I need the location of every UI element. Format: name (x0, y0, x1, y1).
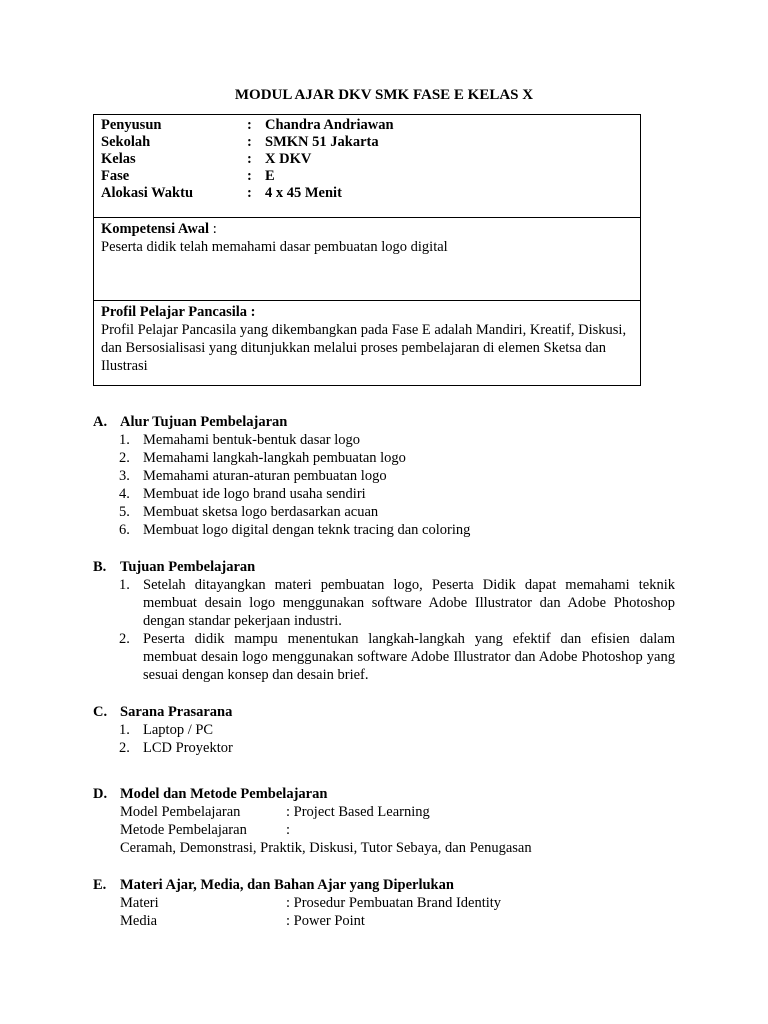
kompetensi-awal-text: Peserta didik telah memahami dasar pembuatan logo digital (101, 239, 448, 255)
list-number: 3. (119, 468, 130, 484)
identity-colon: : (247, 117, 252, 133)
list-item (93, 739, 675, 757)
document-title: MODUL AJAR DKV SMK FASE E KELAS X (234, 87, 534, 103)
list-number: 4. (119, 486, 130, 502)
profil-pelajar-text: Profil Pelajar Pancasila yang dikembangkan pada Fase E adalah Mandiri, Kreatif, Diskusi, dan Bersosialisasi yang ditunjukkan melalui proses pembelajaran di elemen Sketsa dan Ilustrasi (101, 322, 627, 374)
identity-table (93, 114, 641, 386)
metode-pembelajaran-key: Metode Pembelajaran (120, 822, 247, 838)
section-letter: D. (93, 786, 108, 802)
section-title: Alur Tujuan Pembelajaran (120, 414, 288, 430)
kompetensi-awal-cell (94, 218, 640, 301)
identity-row-kelas (101, 151, 640, 168)
list-text: LCD Proyektor (143, 740, 233, 756)
model-pembelajaran-key: Model Pembelajaran (120, 804, 241, 820)
list-item (93, 485, 675, 503)
identity-row-alokasi-waktu (101, 185, 640, 202)
model-pembelajaran-value: : Project Based Learning (286, 804, 430, 820)
list-text: Memahami langkah-langkah pembuatan logo (143, 450, 406, 466)
list-number: 5. (119, 504, 130, 520)
identity-colon: : (247, 151, 252, 167)
list-text: Laptop / PC (143, 722, 214, 738)
list-text: Memahami aturan-aturan pembuatan logo (143, 468, 387, 484)
identity-row-fase (101, 168, 640, 185)
section-title: Model dan Metode Pembelajaran (120, 786, 328, 802)
section-title: Tujuan Pembelajaran (120, 559, 256, 575)
section-letter: C. (93, 704, 108, 720)
identity-key: Sekolah (101, 134, 151, 150)
media-row (93, 912, 675, 930)
section-a (93, 413, 675, 539)
identity-row-sekolah (101, 134, 640, 151)
list-text: Membuat logo digital dengan teknk tracing dan coloring (143, 522, 471, 538)
section-letter: A. (93, 414, 108, 430)
identity-key: Penyusun (101, 117, 162, 133)
tujuan-pembelajaran-list (93, 576, 675, 684)
list-number: 1. (119, 722, 130, 738)
list-item (93, 503, 675, 521)
media-key: Media (120, 913, 158, 929)
identity-value: Chandra Andriawan (265, 117, 394, 133)
model-pembelajaran-row (93, 803, 675, 821)
metode-pembelajaran-value: : (286, 822, 291, 838)
identity-colon: : (247, 134, 252, 150)
list-number: 2. (119, 740, 130, 756)
list-item (93, 721, 675, 739)
list-item (93, 467, 675, 485)
list-text: Memahami bentuk-bentuk dasar logo (143, 432, 361, 448)
section-e (93, 876, 675, 930)
section-c (93, 703, 675, 757)
list-text: Setelah ditayangkan materi pembuatan logo, Peserta Didik dapat memahami teknik membuat desain logo menggunakan software Adobe Illustrator dan Adobe Photoshop dengan standar pekerjaan industri. (143, 577, 675, 629)
list-number: 1. (119, 432, 130, 448)
kompetensi-awal-colon: : (209, 221, 217, 237)
profil-pelajar-label: Profil Pelajar Pancasila : (101, 304, 256, 320)
list-item (93, 431, 675, 449)
sarana-prasarana-list (93, 721, 675, 757)
identity-key: Fase (101, 168, 130, 184)
list-item (93, 521, 675, 539)
section-title: Materi Ajar, Media, dan Bahan Ajar yang Diperlukan (120, 877, 454, 893)
identity-value: SMKN 51 Jakarta (265, 134, 379, 150)
list-item (93, 576, 675, 630)
materi-row (93, 894, 675, 912)
identity-colon: : (247, 185, 252, 201)
identity-row-penyusun (101, 117, 640, 134)
section-d (93, 785, 675, 857)
list-text: Peserta didik mampu menentukan langkah-langkah yang efektif dan efisien dalam membuat desain logo menggunakan software Adobe Illustrator dan Adobe Photoshop yang sesuai dengan konsep dan desain brief. (143, 631, 675, 683)
identity-value: E (265, 168, 275, 184)
list-number: 6. (119, 522, 130, 538)
list-text: Membuat ide logo brand usaha sendiri (143, 486, 366, 502)
list-item (93, 630, 675, 684)
metode-pembelajaran-text: Ceramah, Demonstrasi, Praktik, Diskusi, Tutor Sebaya, dan Penugasan (120, 840, 532, 856)
section-heading (93, 876, 675, 894)
kompetensi-awal-label: Kompetensi Awal (101, 221, 210, 237)
list-text: Membuat sketsa logo berdasarkan acuan (143, 504, 379, 520)
section-title: Sarana Prasarana (120, 704, 233, 720)
list-item (93, 449, 675, 467)
materi-key: Materi (120, 895, 159, 911)
identity-value: X DKV (265, 151, 312, 167)
section-heading (93, 413, 675, 431)
list-number: 2. (119, 450, 130, 466)
identity-value: 4 x 45 Menit (265, 185, 342, 201)
section-heading (93, 558, 675, 576)
list-number: 2. (119, 631, 130, 647)
section-b (93, 558, 675, 684)
profil-pelajar-cell (94, 301, 640, 385)
identity-colon: : (247, 168, 252, 184)
kompetensi-awal-heading (101, 220, 640, 238)
identity-key: Kelas (101, 151, 136, 167)
section-heading (93, 703, 675, 721)
section-letter: E. (93, 877, 107, 893)
section-heading (93, 785, 675, 803)
section-letter: B. (93, 559, 107, 575)
identity-cell (94, 115, 640, 218)
list-number: 1. (119, 577, 130, 593)
alur-tujuan-list (93, 431, 675, 539)
metode-pembelajaran-row (93, 821, 675, 839)
materi-value: : Prosedur Pembuatan Brand Identity (286, 895, 502, 911)
identity-key: Alokasi Waktu (101, 185, 194, 201)
media-value: : Power Point (286, 913, 365, 929)
